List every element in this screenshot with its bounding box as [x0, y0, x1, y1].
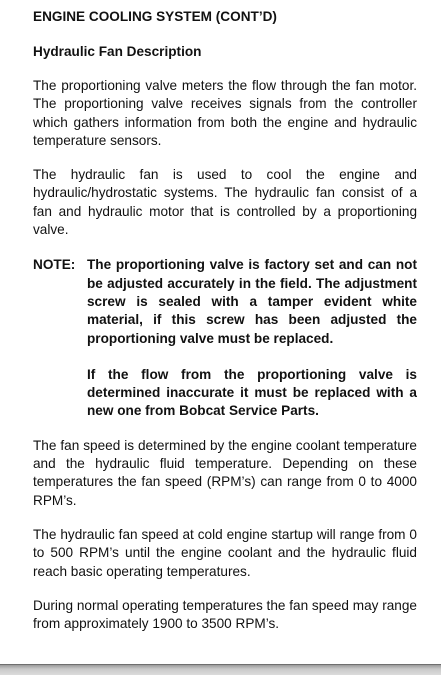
- paragraph-hydraulic-fan: The hydraulic fan is used to cool the engine and hydraulic/hydrostatic systems. The hydraulic fan consist of a fan and hydraulic motor that is controlled by a proportioning valve.: [33, 167, 417, 238]
- note-text-factory-set: The proportioning valve is factory set and can not be adjusted accurately in the field. The adjustment screw is sealed with a tamper evident white material, if this screw has been adjusted the proportioning valve must be replaced.: [87, 257, 417, 346]
- note-text-replace: If the flow from the proportioning valve is determined inaccurate it must be replaced with a new one from Bobcat Service Parts.: [87, 366, 417, 419]
- paragraph-fan-speed: The fan speed is determined by the engine coolant temperature and the hydraulic fluid temperature. Depending on these temperatures the fan speed (RPM’s) can range from 0 to 4000 RPM’s.: [33, 437, 417, 508]
- page-bottom-edge: [0, 664, 441, 675]
- note-body: [87, 256, 417, 420]
- note-label: NOTE:: [33, 257, 76, 273]
- note-block: [33, 256, 417, 420]
- paragraph-proportioning-valve: The proportioning valve meters the flow through the fan motor. The proportioning valve receives signals from the controller which gathers information from both the engine and hydraulic temperature sensors.: [33, 78, 417, 148]
- paragraph-cold-startup: The hydraulic fan speed at cold engine startup will range from 0 to 500 RPM’s until the engine coolant and the hydraulic fluid reach basic operating temperatures.: [33, 526, 417, 579]
- section-title: Hydraulic Fan Description: [33, 44, 202, 59]
- paragraph-normal-operating: During normal operating temperatures the fan speed may range from approximately 1900 to 3500 RPM’s.: [33, 597, 417, 632]
- page-header: ENGINE COOLING SYSTEM (CONT’D): [33, 9, 277, 24]
